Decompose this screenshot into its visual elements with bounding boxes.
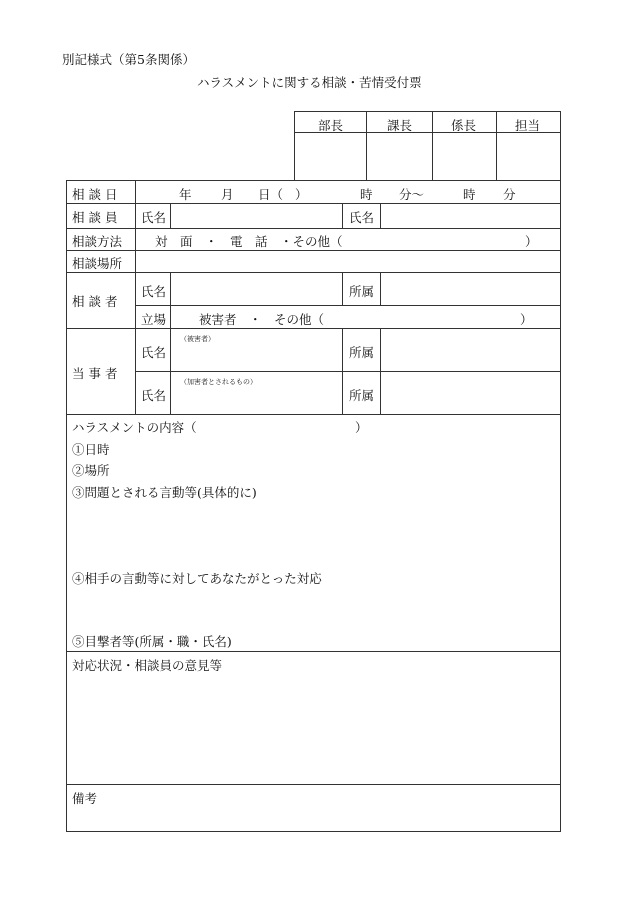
accused-note: （加害者とされるもの） [180, 378, 257, 386]
approval-role-kakaricho: 係長 [451, 118, 477, 133]
content-item-place: ②場所 [72, 463, 110, 478]
parties-label: 当 事 者 [72, 366, 118, 381]
consulter-name-label: 氏名 [141, 284, 167, 299]
approval-role-bucho: 部長 [318, 118, 344, 133]
date-day: 日（ [258, 187, 284, 202]
content-heading-close: ） [355, 420, 368, 435]
counselor-name-label-2: 氏名 [349, 210, 375, 225]
position-options: 被害者 ・ その他（ [199, 312, 325, 327]
position-label: 立場 [141, 312, 167, 327]
method-close: ） [525, 234, 538, 249]
method-options: 対 面 ・ 電 話 ・その他（ [155, 234, 343, 249]
approval-role-tanto: 担当 [515, 118, 541, 133]
date-close: ） [295, 187, 308, 202]
party1-affiliation-label: 所属 [349, 345, 375, 360]
date-label: 相 談 日 [72, 187, 118, 202]
position-close: ） [520, 312, 533, 327]
consulter-label: 相 談 者 [72, 294, 118, 309]
counselor-label: 相 談 員 [72, 210, 118, 225]
date-year: 年 [179, 187, 192, 202]
time-hour-end: 時 [463, 187, 476, 202]
content-item-response: ④相手の言動等に対してあなたがとった対応 [72, 571, 322, 586]
content-item-witness: ⑤目撃者等(所属・職・氏名) [72, 634, 232, 649]
party1-name-label: 氏名 [141, 345, 167, 360]
content-item-datetime: ①日時 [72, 442, 110, 457]
victim-note: （被害者） [180, 335, 215, 343]
response-heading: 対応状況・相談員の意見等 [72, 658, 223, 673]
party2-affiliation-label: 所属 [349, 388, 375, 403]
consulter-affiliation-label: 所属 [349, 284, 375, 299]
time-min-end: 分 [503, 187, 516, 202]
date-month: 月 [221, 187, 234, 202]
counselor-name-label: 氏名 [141, 210, 167, 225]
form-reference: 別記様式（第5条関係） [62, 52, 195, 67]
party2-name-label: 氏名 [141, 388, 167, 403]
content-item-conduct: ③問題とされる言動等(具体的に) [72, 485, 257, 500]
content-heading: ハラスメントの内容（ [72, 420, 197, 435]
form-title: ハラスメントに関する相談・苦情受付票 [197, 75, 422, 90]
remarks-heading: 備考 [72, 791, 98, 806]
time-min-start: 分～ [399, 187, 425, 202]
method-label: 相談方法 [72, 234, 123, 249]
time-hour-start: 時 [360, 187, 373, 202]
approval-role-kacho: 課長 [387, 118, 413, 133]
place-label: 相談場所 [72, 256, 123, 271]
